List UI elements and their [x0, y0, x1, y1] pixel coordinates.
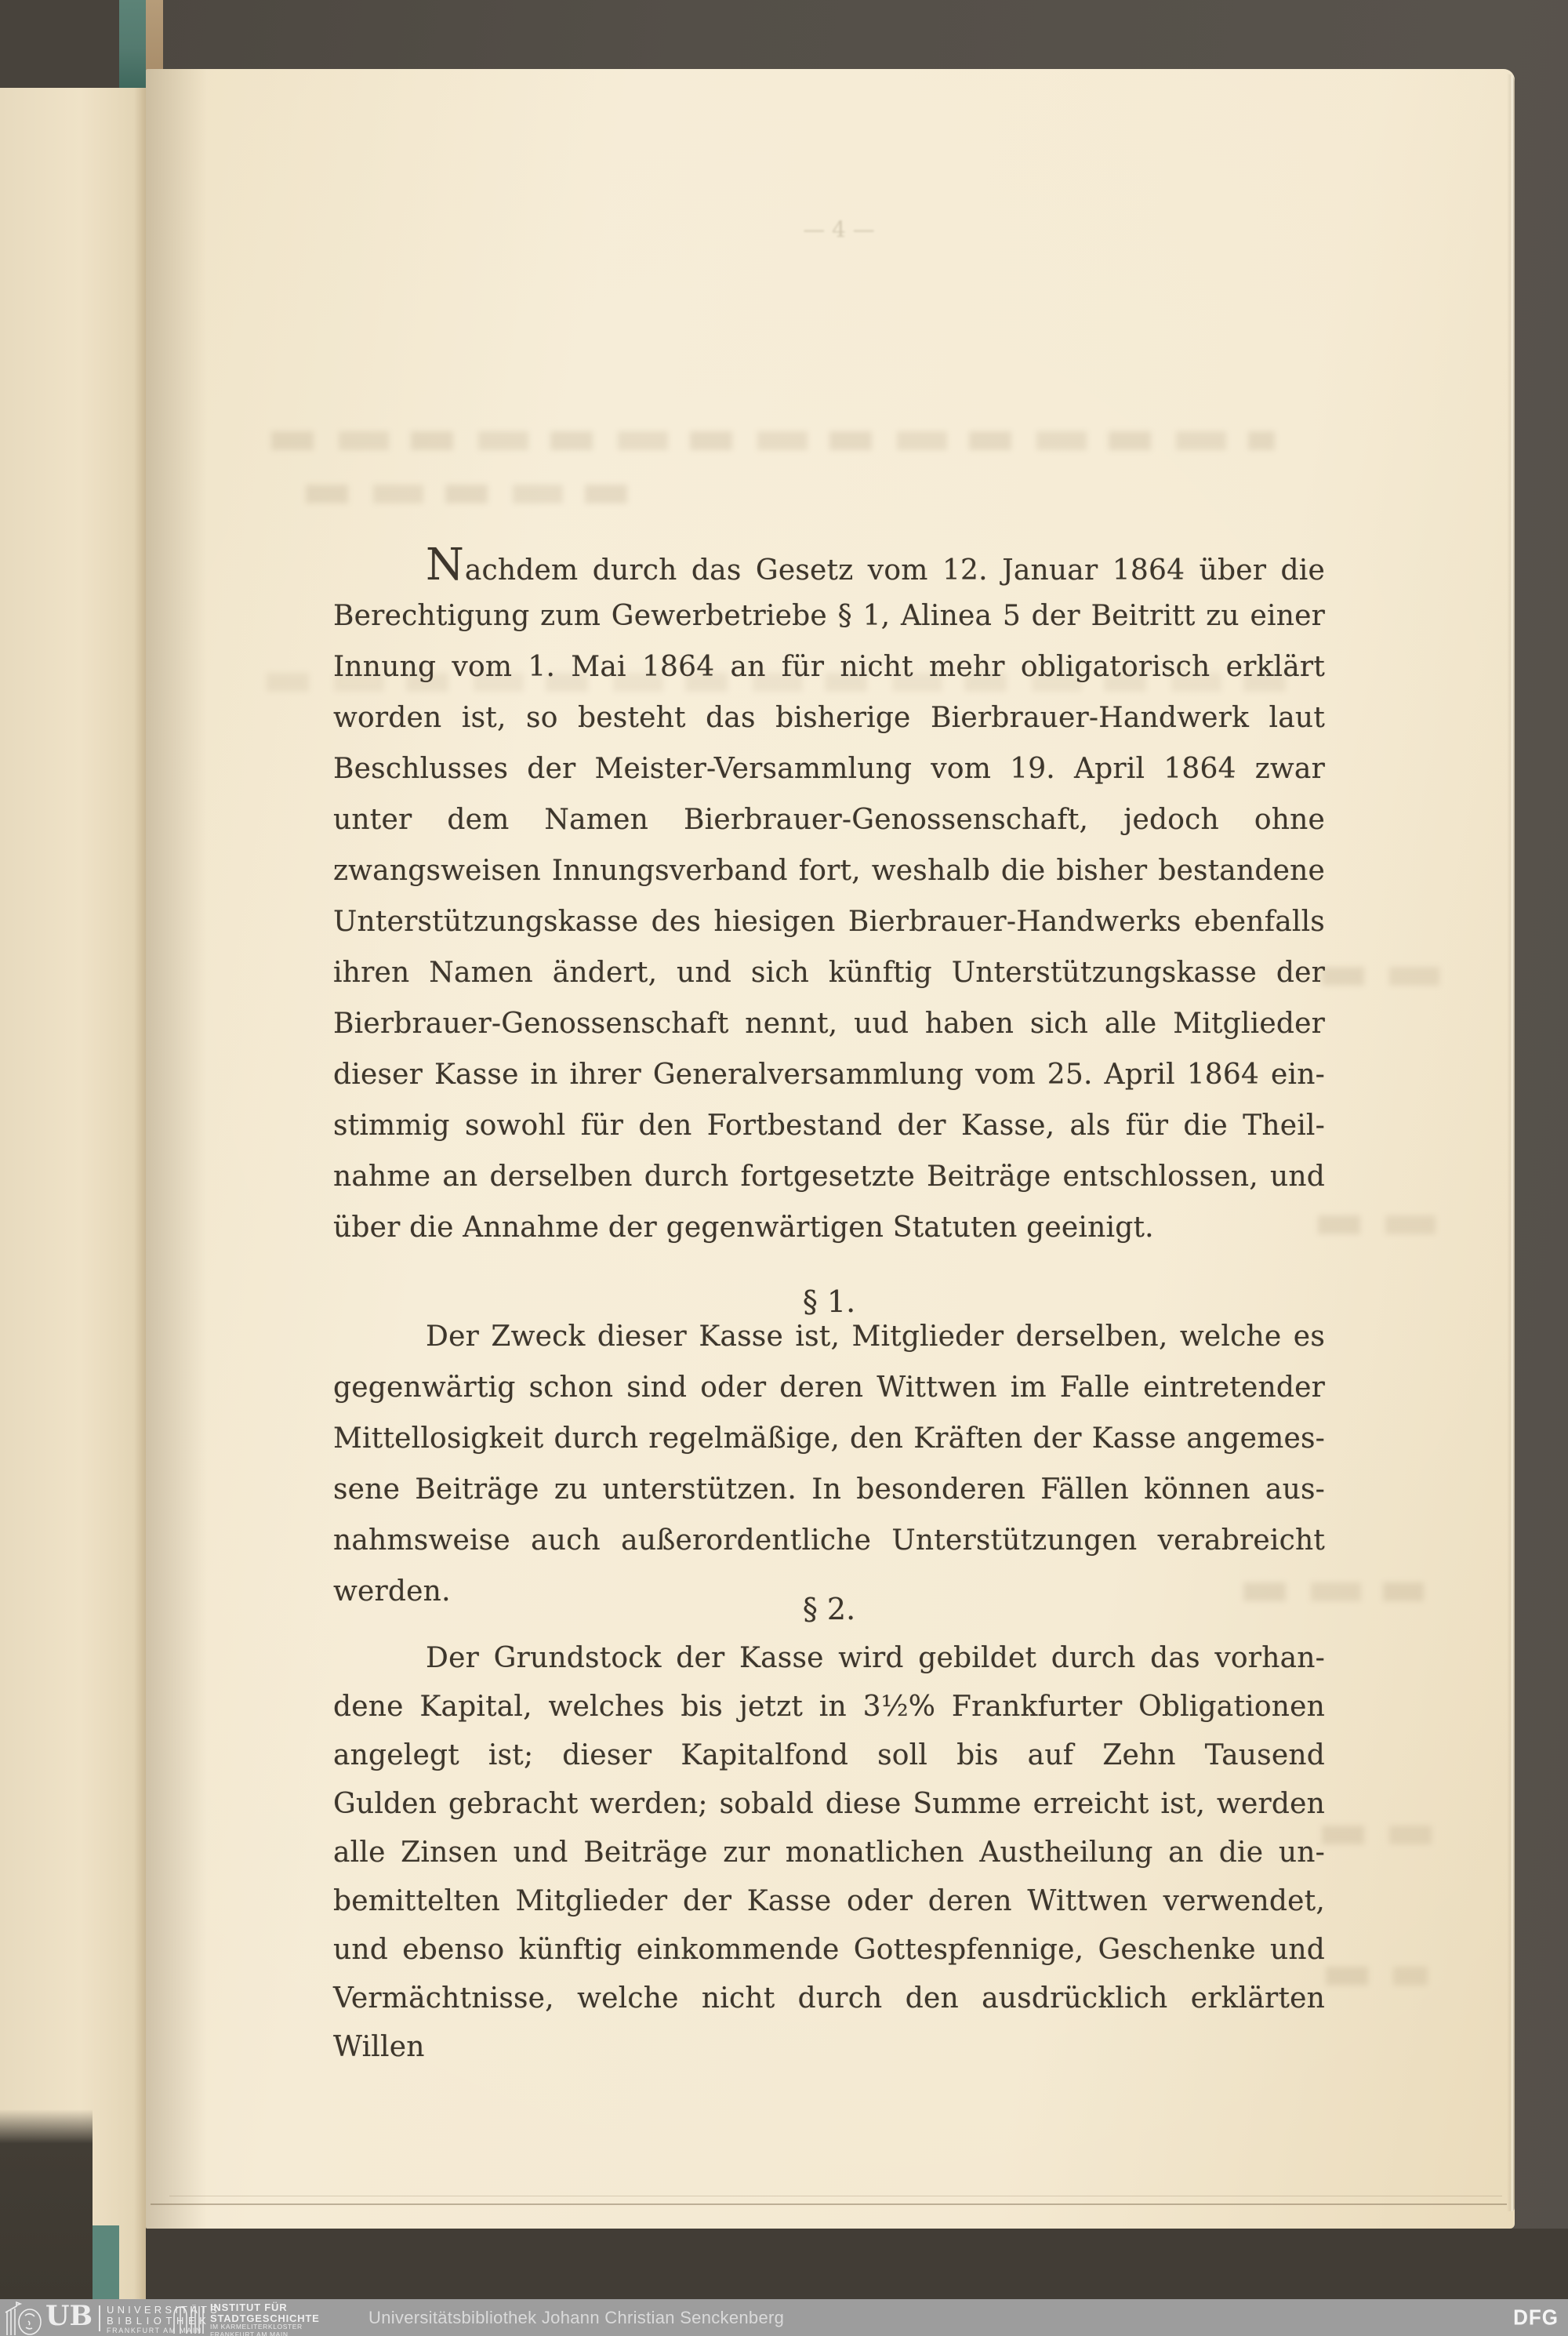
text-line: Der Grundstock der Kasse wird gebildet durch das vorhan-	[426, 1642, 1325, 1674]
paragraph-section-1	[333, 1311, 1325, 1608]
bleedthrough-smudge	[1322, 967, 1439, 986]
background-corner	[0, 2109, 93, 2299]
dfg-logo: DFG	[1513, 2305, 1559, 2330]
text-line: worden ist, so besteht das bisherige Bierbrauer-Handwerk laut	[333, 702, 1325, 734]
logo-divider	[99, 2305, 100, 2331]
background-corner	[0, 0, 119, 88]
section-2-heading: § 2.	[802, 1592, 856, 1626]
footer-bar	[0, 2299, 1568, 2336]
background-shadow	[146, 2229, 1568, 2299]
text-line: nahmsweise auch außerordentliche Unterstützungen verabreicht werden.	[333, 1524, 1325, 1608]
text-line: nahme an derselben durch fortgesetzte Beiträge entschlossen, und	[333, 1161, 1325, 1193]
ub-goethe-logo-icon	[5, 2301, 45, 2335]
text-line: über die Annahme der gegenwärtigen Statuten geeinigt.	[333, 1212, 1154, 1244]
binding-tape-bottom	[93, 2225, 119, 2299]
text-line: Mittellosigkeit durch regelmäßige, den Kräften der Kasse angemes-	[333, 1422, 1325, 1455]
binding-tape-top	[119, 0, 146, 88]
spine-edge	[146, 0, 163, 71]
text-line: angelegt ist; dieser Kapitalfond soll bis auf Zehn Tausend	[333, 1739, 1325, 1771]
page-edge-line	[151, 2203, 1507, 2205]
ifs-line: IM KARMELITERKLOSTER	[210, 2323, 303, 2331]
ub-name-line: UNIVERSITÄTS	[107, 2304, 221, 2316]
facing-page-edge	[0, 88, 146, 2299]
book-page	[146, 69, 1515, 2229]
text-line: bemittelten Mitglieder der Kasse oder deren Wittwen verwendet,	[333, 1885, 1325, 1917]
library-name: Universitätsbibliothek Johann Christian Senckenberg	[368, 2308, 785, 2327]
text-line: gegenwärtig schon sind oder deren Wittwen im Falle eintretender	[333, 1371, 1325, 1404]
ifs-line: STADTGESCHICHTE	[210, 2312, 320, 2324]
text-line: Vermächtnisse, welche nicht durch den ausdrücklich erklärten Willen	[333, 1982, 1325, 2063]
paragraph-intro	[333, 539, 1325, 1253]
stadtgeschichte-label	[210, 2302, 320, 2336]
text-line: zwangsweisen Innungsverband fort, weshalb die bisher bestandene	[333, 855, 1325, 887]
section-1-heading: § 1.	[802, 1284, 856, 1319]
text-line: dene Kapital, welches bis jetzt in 3½% Frankfurter Obligationen	[333, 1691, 1325, 1723]
text-line: Berechtigung zum Gewerbetriebe § 1, Alinea 5 der Beitritt zu einer	[333, 600, 1325, 632]
text-line: sene Beiträge zu unterstützen. In besonderen Fällen können aus-	[333, 1473, 1325, 1506]
page-number: — 4 —	[803, 216, 875, 242]
text-line: Bierbrauer-Genossenschaft nennt, uud haben sich alle Mitglieder	[333, 1008, 1325, 1040]
gutter-shadow	[146, 69, 207, 2229]
text-line: Nachdem durch das Gesetz vom 12. Januar 1864 über die	[426, 539, 1325, 590]
page-stack-edge	[1507, 74, 1515, 2211]
ub-name-line: BIBLIOTHEK	[107, 2315, 211, 2327]
bleedthrough-smudge	[271, 431, 1275, 450]
text-line: dieser Kasse in ihrer Generalversammlung vom 25. April 1864 ein-	[333, 1059, 1325, 1091]
paragraph-section-2	[333, 1634, 1325, 2063]
stadtgeschichte-arches-icon	[171, 2302, 207, 2334]
ifs-line: INSTITUT FÜR	[210, 2301, 288, 2313]
text-line: Unterstützungskasse des hiesigen Bierbrauer-Handwerks ebenfalls	[333, 906, 1325, 938]
text-line: alle Zinsen und Beiträge zur monatlichen Austheilung an die un-	[333, 1836, 1325, 1869]
text-line: Innung vom 1. Mai 1864 an für nicht mehr obligatorisch erklärt	[333, 651, 1325, 683]
text-line: stimmig sowohl für den Fortbestand der Kasse, als für die Theil-	[333, 1110, 1325, 1142]
text-line: Gulden gebracht werden; sobald diese Summe erreicht ist, werden	[333, 1788, 1325, 1820]
text-line: Beschlusses der Meister-Versammlung vom 19. April 1864 zwar	[333, 753, 1325, 785]
ifs-line: FRANKFURT AM MAIN	[210, 2330, 289, 2336]
bleedthrough-smudge	[1326, 1967, 1428, 1985]
text-line: unter dem Namen Bierbrauer-Genossenschaft, jedoch ohne	[333, 804, 1325, 836]
ub-abbreviation: UB	[45, 2300, 93, 2332]
text-line: ihren Namen ändert, und sich künftig Unterstützungskasse der	[333, 957, 1325, 989]
bleedthrough-smudge	[1322, 1826, 1432, 1844]
ub-name-line: FRANKFURT AM MAIN	[107, 2327, 202, 2334]
text-line: und ebenso künftig einkommende Gottespfennige, Geschenke und	[333, 1934, 1325, 1966]
text-line: Der Zweck dieser Kasse ist, Mitglieder derselben, welche es	[426, 1321, 1325, 1353]
bleedthrough-smudge	[306, 485, 643, 503]
bleedthrough-smudge	[1318, 1215, 1443, 1234]
